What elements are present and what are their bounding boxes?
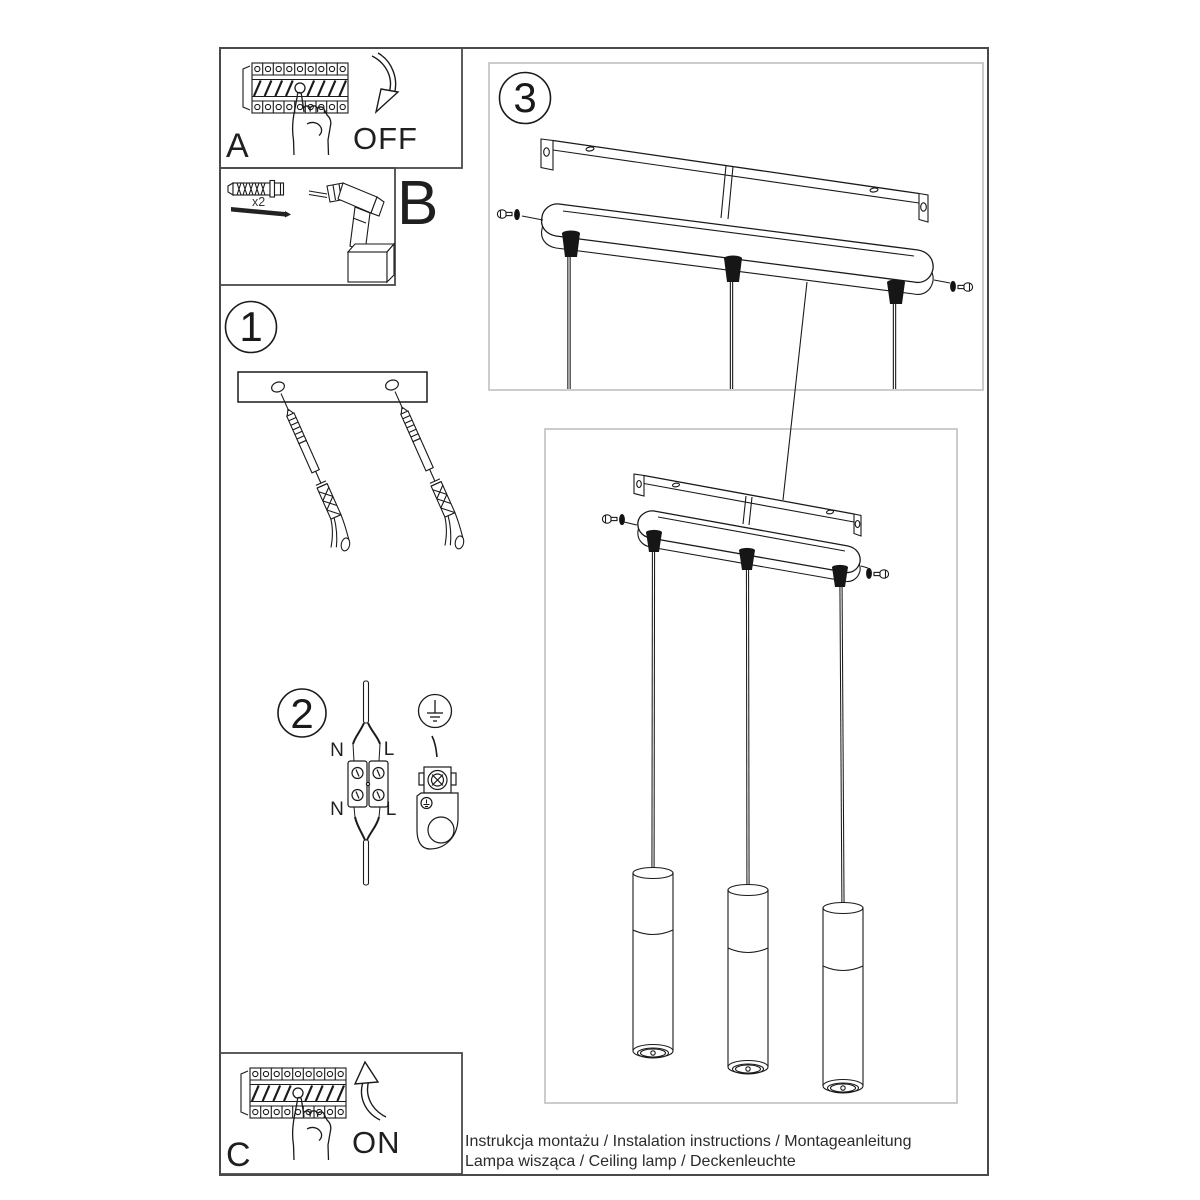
step2-number: 2 xyxy=(290,690,314,737)
footer-title-line2: Lampa wisząca / Ceiling lamp / Deckenleuchte xyxy=(465,1153,796,1170)
breaker-panel-icon xyxy=(241,1068,346,1118)
panel-a-label: A xyxy=(226,127,249,165)
panel-c-action-label: ON xyxy=(352,1125,401,1160)
curved-arrow-down-icon xyxy=(372,53,398,112)
rail-screw xyxy=(586,146,594,151)
wire-label-l-bottom: L xyxy=(385,799,397,820)
step1-number: 1 xyxy=(239,303,263,350)
ground-terminal-icon xyxy=(417,767,458,849)
mounting-bracket xyxy=(238,372,427,402)
screw-icon xyxy=(497,210,519,220)
footer-title-line1: Instrukcja montażu / Instalation instructions / Montageanleitung xyxy=(465,1133,912,1150)
screw-icon xyxy=(951,281,973,291)
pendant-cables xyxy=(653,552,843,908)
screw-icon xyxy=(867,568,889,578)
rail-screw xyxy=(870,187,878,192)
anchor-screw-icon xyxy=(266,391,356,557)
bracket-hole xyxy=(270,380,285,393)
pendant-tube-right xyxy=(823,903,863,1094)
wire-label-l-top: L xyxy=(383,739,395,760)
ground-symbol-icon xyxy=(419,695,452,728)
step3-exploded-view xyxy=(497,73,972,501)
panel-c-label: C xyxy=(226,1136,251,1174)
pointer-line xyxy=(783,282,807,500)
rail-screw xyxy=(672,483,679,488)
drill-icon xyxy=(309,183,394,282)
bracket-hole xyxy=(384,378,399,391)
panel-b-quantity-label: x2 xyxy=(252,195,266,209)
ground-wire xyxy=(432,736,437,757)
hanging-view xyxy=(602,474,888,1093)
panel-a-action-label: OFF xyxy=(353,121,418,156)
wire-label-n-bottom: N xyxy=(330,799,344,820)
screw-icon xyxy=(602,515,624,525)
panel-b-label: B xyxy=(397,169,439,238)
pendant-tube-middle xyxy=(728,885,768,1075)
wire-label-n-top: N xyxy=(330,740,344,761)
pendant-tube-left xyxy=(633,868,673,1059)
rail-screw xyxy=(826,510,833,515)
anchor-screw-icon xyxy=(380,389,470,555)
step3-number: 3 xyxy=(513,74,537,121)
curved-arrow-up-icon xyxy=(355,1062,386,1120)
